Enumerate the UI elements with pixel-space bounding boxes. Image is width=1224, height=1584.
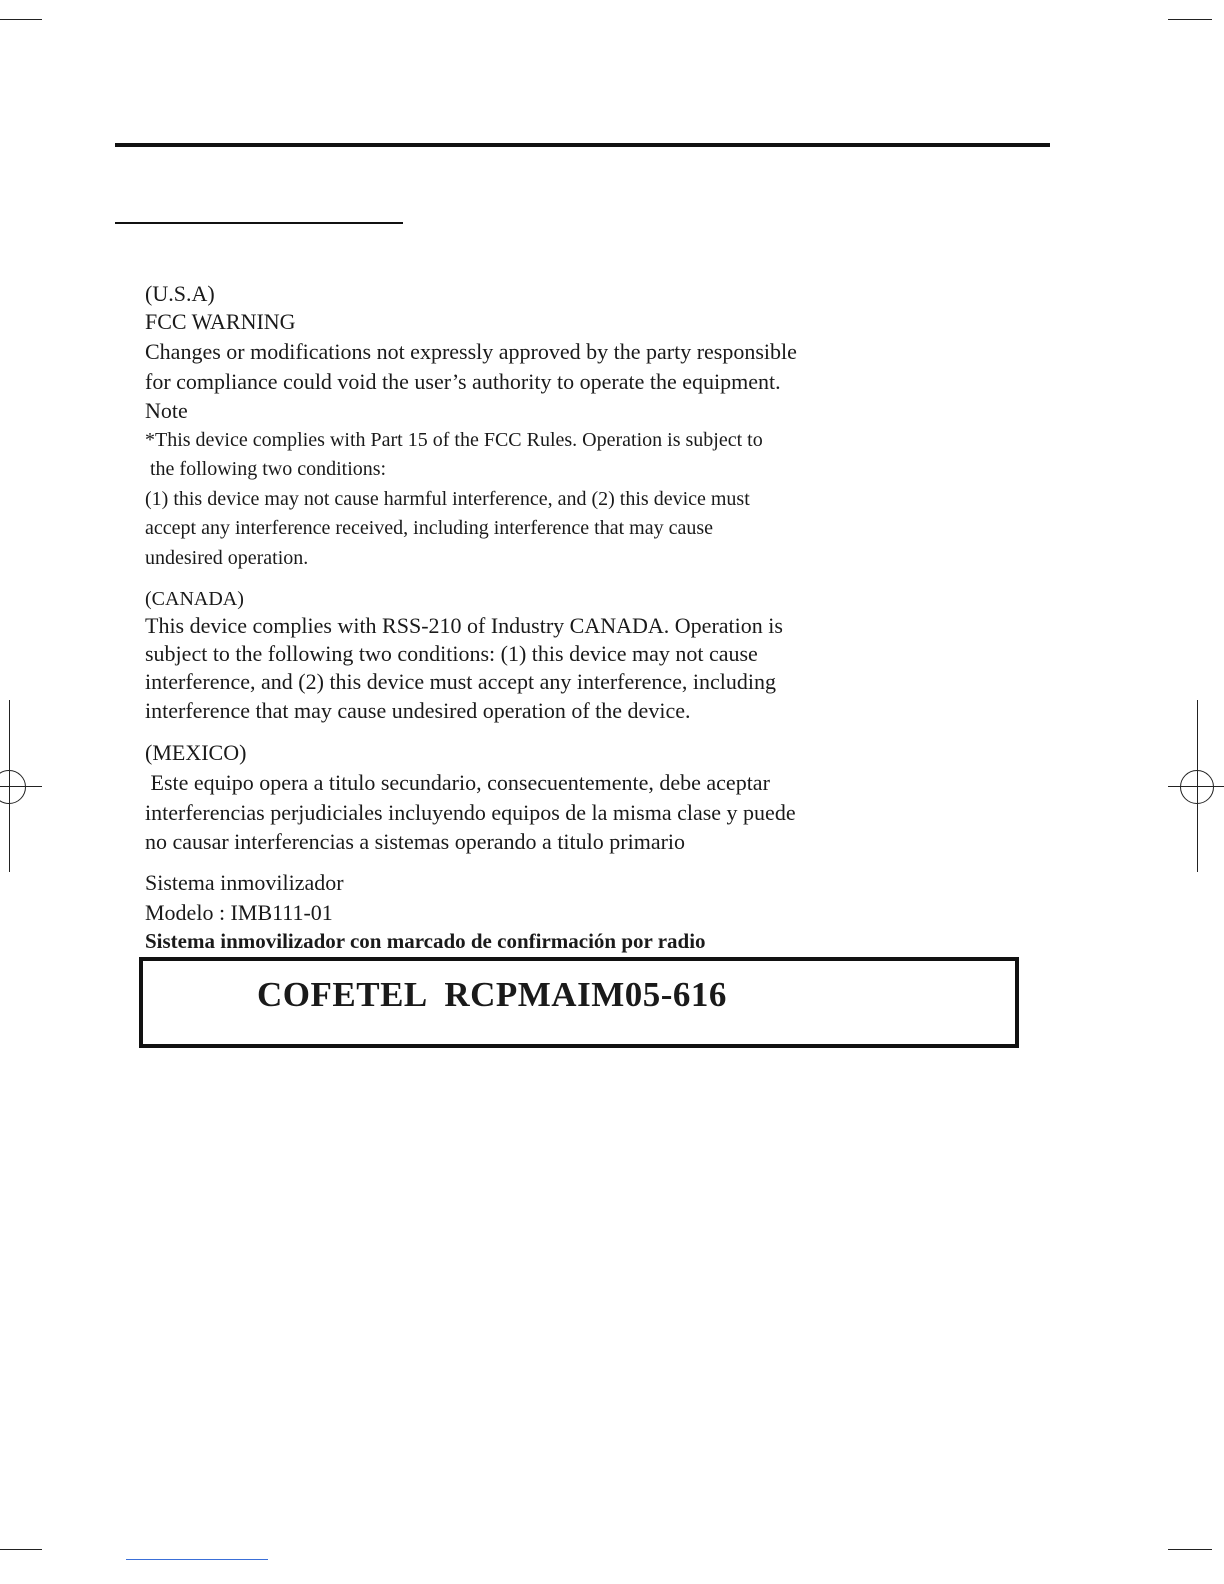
note-line-5: undesired operation. <box>145 547 309 569</box>
canada-line-2: subject to the following two conditions: (1) this device may not cause <box>145 641 758 666</box>
canada-region-label: (CANADA) <box>145 588 244 610</box>
fcc-warning-line-1: Changes or modifications not expressly approved by the party responsible <box>145 339 797 364</box>
mexico-line-1: Este equipo opera a titulo secundario, consecuentemente, debe aceptar <box>145 770 770 795</box>
system-description: Sistema inmovilizador con marcado de confirmación por radio <box>145 929 706 953</box>
registration-circle-left <box>0 770 26 804</box>
canada-line-1: This device complies with RSS-210 of Industry CANADA. Operation is <box>145 613 783 638</box>
usa-region-label: (U.S.A) <box>145 281 215 306</box>
mexico-region-label: (MEXICO) <box>145 740 247 765</box>
header-rule <box>115 143 1050 147</box>
system-name: Sistema inmovilizador <box>145 870 344 895</box>
crop-mark-top-right <box>1168 19 1212 20</box>
mexico-line-2: interferencias perjudiciales incluyendo equipos de la misma clase y puede <box>145 800 796 825</box>
fcc-warning-heading: FCC WARNING <box>145 309 296 334</box>
crop-mark-bottom-left <box>0 1549 42 1550</box>
canada-line-4: interference that may cause undesired operation of the device. <box>145 698 691 723</box>
section-rule <box>115 222 403 224</box>
fcc-warning-line-2: for compliance could void the user’s authority to operate the equipment. <box>145 369 781 394</box>
model-number: Modelo : IMB111-01 <box>145 900 333 925</box>
canada-line-3: interference, and (2) this device must accept any interference, including <box>145 669 776 694</box>
registration-circle-right <box>1180 770 1214 804</box>
crop-mark-top-left <box>0 19 42 20</box>
note-line-4: accept any interference received, including interference that may cause <box>145 517 714 539</box>
cofetel-number: COFETEL RCPMAIM05-616 <box>257 975 727 1014</box>
crop-mark-bottom-right <box>1168 1549 1212 1550</box>
mexico-line-3: no causar interferencias a sistemas operando a titulo primario <box>145 829 686 854</box>
footer-link-rule <box>126 1559 268 1560</box>
note-label: Note <box>145 398 188 423</box>
note-line-3: (1) this device may not cause harmful interference, and (2) this device must <box>145 488 750 510</box>
cofetel-box <box>139 957 1019 1048</box>
note-line-2: the following two conditions: <box>145 458 387 480</box>
note-line-1: *This device complies with Part 15 of the FCC Rules. Operation is subject to <box>145 429 763 451</box>
